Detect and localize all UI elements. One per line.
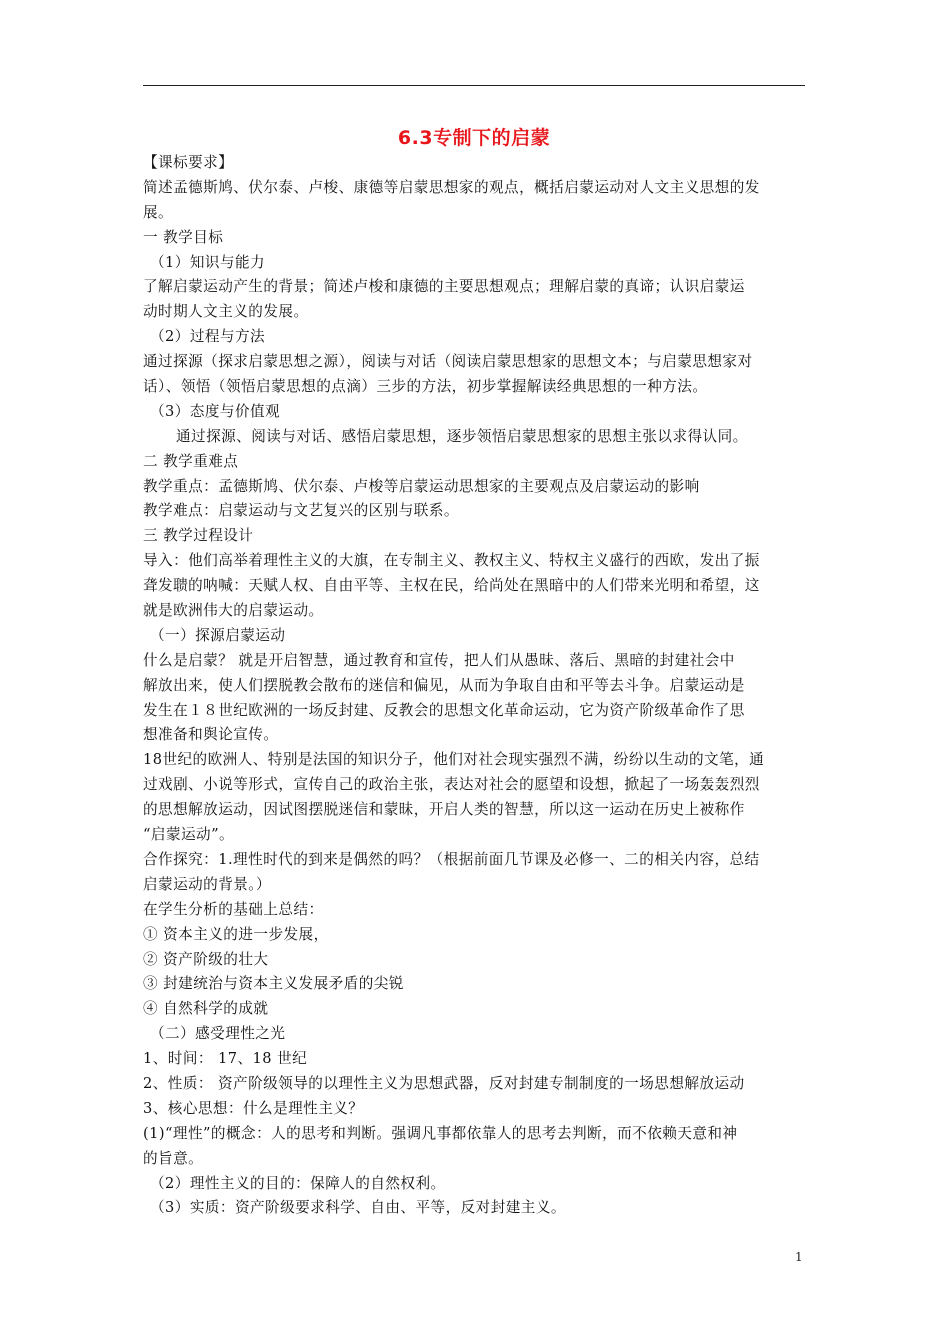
subheading-attitude: （3）态度与价值观 [150,402,281,420]
paragraph-line: 过戏剧、小说等形式，宣传自己的政治主张，表达对社会的愿望和设想，掀起了一场轰轰烈烈 [143,776,760,794]
paragraph-line: (1)“理性”的概念：人的思考和判断。强调凡事都依靠人的思考去判断，而不依赖天意和神 [143,1124,738,1142]
list-item: ① 资本主义的进一步发展， [143,925,329,943]
paragraph-line: 在学生分析的基础上总结： [143,900,324,918]
list-item: ③ 封建统治与资本主义发展矛盾的尖锐 [143,975,404,993]
paragraph-line: 动时期人文主义的发展。 [143,303,309,321]
paragraph-line: 解放出来，使人们摆脱教会散布的迷信和偏见，从而为争取自由和平等去斗争。启蒙运动是 [143,676,745,694]
document-title: 6.3专制下的启蒙 [397,127,551,149]
paragraph-line: 启蒙运动的背景。） [143,875,272,893]
document-body [143,151,808,1221]
paragraph-line: 教学难点：启蒙运动与文艺复兴的区别与联系。 [143,502,459,520]
section-heading-key-points: 二 教学重难点 [143,452,239,470]
paragraph-line: 的思想解放运动，因试图摆脱迷信和蒙昧，开启人类的智慧，所以这一运动在历史上被称作 [143,801,745,819]
paragraph-line: 简述孟德斯鸠、伏尔泰、卢梭、康德等启蒙思想家的观点，概括启蒙运动对人文主义思想的发 [143,178,760,196]
section-heading-curriculum: 【课标要求】 [143,154,234,171]
section-heading-process-design: 三 教学过程设计 [143,527,254,545]
paragraph-line: 2、性质： 资产阶级领导的以理性主义为思想武器，反对封建专制制度的一场思想解放运动 [143,1074,745,1092]
paragraph-line: 通过探源（探求启蒙思想之源），阅读与对话（阅读启蒙思想家的思想文本；与启蒙思想家对 [143,353,753,371]
subheading-reason: （二）感受理性之光 [150,1025,286,1043]
paragraph-line: 就是欧洲伟大的启蒙运动。 [143,602,324,620]
paragraph-line: 18世纪的欧洲人、特别是法国的知识分子，他们对社会现实强烈不满，纷纷以生动的文笔，通 [143,751,765,769]
paragraph-line: 展。 [143,203,174,221]
page-number: 1 [795,1250,803,1264]
list-item: ② 资产阶级的壮大 [143,950,269,968]
subheading-knowledge: （1）知识与能力 [150,253,266,271]
paragraph-line: 聋发聩的呐喊：天赋人权、自由平等、主权在民，给尚处在黑暗中的人们带来光明和希望，这 [143,577,760,595]
paragraph-line: 想准备和舆论宣传。 [143,726,279,744]
paragraph-line: 1、时间： 17、18 世纪 [143,1050,308,1068]
paragraph-line: 话）、领悟（领悟启蒙思想的点滴）三步的方法，初步掌握解读经典思想的一种方法。 [143,378,708,396]
paragraph-line: （2）理性主义的目的：保障人的自然权利。 [150,1174,446,1192]
paragraph-line: 3、核心思想：什么是理性主义？ [143,1099,364,1117]
subheading-explore: （一）探源启蒙运动 [150,626,286,644]
subheading-process: （2）过程与方法 [150,328,266,346]
list-item: ④ 自然科学的成就 [143,1000,269,1018]
paragraph-line: 导入：他们高举着理性主义的大旗，在专制主义、教权主义、特权主义盛行的西欧，发出了振 [143,552,760,570]
paragraph-line: 教学重点：孟德斯鸠、伏尔泰、卢梭等启蒙运动思想家的主要观点及启蒙运动的影响 [143,477,700,495]
paragraph-line: 合作探究：1.理性时代的到来是偶然的吗？（根据前面几节课及必修一、二的相关内容，总结 [143,850,760,868]
paragraph-line: 的旨意。 [143,1149,204,1167]
header-rule [143,85,805,86]
paragraph-line: “启蒙运动”。 [143,826,235,844]
paragraph-line: 发生在１８世纪欧洲的一场反封建、反教会的思想文化革命运动，它为资产阶级革命作了思 [143,701,745,719]
paragraph-line: （3）实质：资产阶级要求科学、自由、平等，反对封建主义。 [150,1199,566,1217]
paragraph-line: 了解启蒙运动产生的背景；简述卢梭和康德的主要思想观点；理解启蒙的真谛；认识启蒙运 [143,278,745,296]
paragraph-line: 通过探源、阅读与对话、感悟启蒙思想，逐步领悟启蒙思想家的思想主张以求得认同。 [176,427,748,445]
paragraph-line: 什么是启蒙？ 就是开启智慧，通过教育和宣传，把人们从愚昧、落后、黑暗的封建社会中 [143,651,735,669]
section-heading-objectives: 一 教学目标 [143,228,224,246]
